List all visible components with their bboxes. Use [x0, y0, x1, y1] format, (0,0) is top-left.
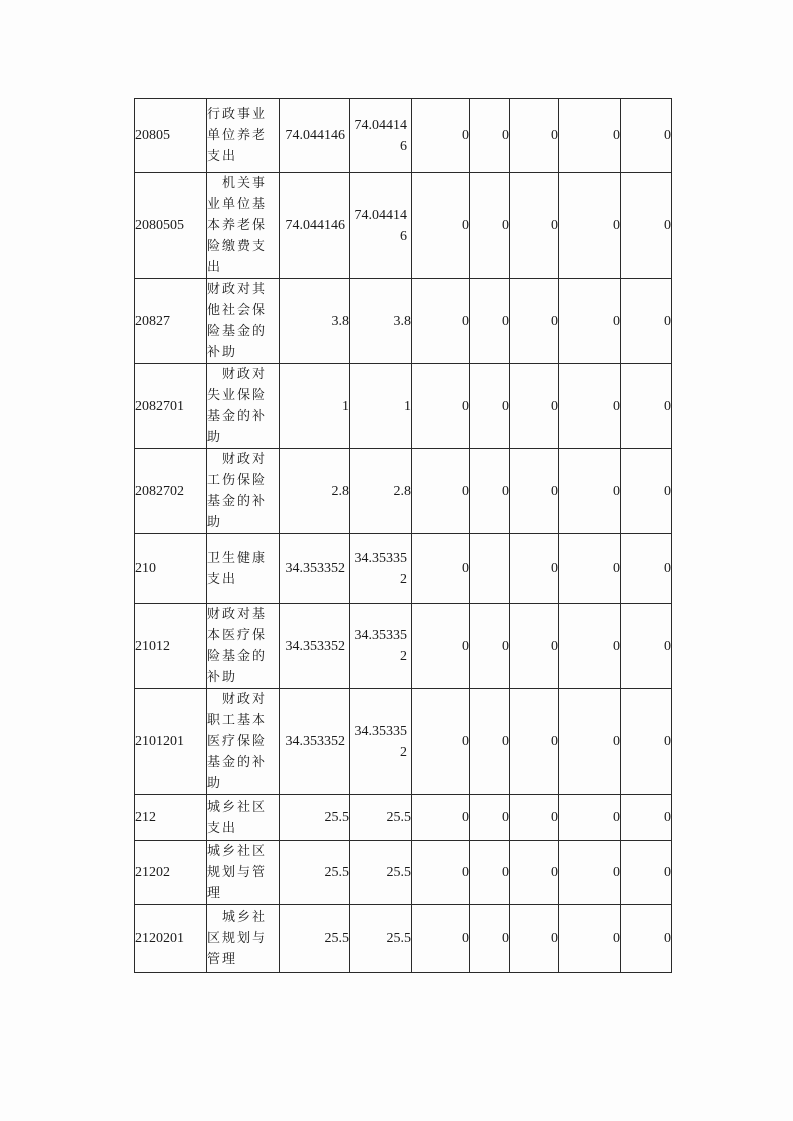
row-value: 0: [621, 795, 672, 841]
row-code: 2120201: [135, 905, 207, 973]
table-row: [135, 99, 672, 173]
row-value: 0: [621, 173, 672, 279]
row-value: 0: [621, 905, 672, 973]
row-code: 2082701: [135, 364, 207, 449]
row-value: 0: [412, 449, 470, 534]
row-value: 25.5: [280, 905, 350, 973]
row-value: 0: [559, 534, 621, 604]
row-value: 0: [412, 689, 470, 795]
row-value: 0: [510, 534, 559, 604]
row-value: 0: [470, 364, 510, 449]
row-value: 34.353352: [280, 689, 350, 795]
row-value: 0: [510, 689, 559, 795]
row-value: 0: [412, 905, 470, 973]
row-value: 74.044146: [280, 173, 350, 279]
row-value: 34.353352: [280, 534, 350, 604]
row-name: 财政对职工基本医疗保险基金的补助: [207, 689, 280, 795]
row-value: 0: [559, 99, 621, 173]
row-value: 0: [510, 99, 559, 173]
table-row: [135, 905, 672, 973]
row-name: 财政对其他社会保险基金的补助: [207, 279, 280, 364]
row-name: 行政事业单位养老支出: [207, 99, 280, 173]
row-code: 212: [135, 795, 207, 841]
row-value: 1: [280, 364, 350, 449]
row-name: 城乡社区规划与管理: [207, 841, 280, 905]
row-value: 0: [510, 173, 559, 279]
row-value: 0: [470, 905, 510, 973]
row-value: 0: [412, 364, 470, 449]
row-value: 25.5: [350, 905, 412, 973]
row-value: 0: [470, 841, 510, 905]
row-value: 0: [412, 99, 470, 173]
row-value: 0: [559, 795, 621, 841]
row-name: 财政对基本医疗保险基金的补助: [207, 604, 280, 689]
row-code: 21012: [135, 604, 207, 689]
row-value: 0: [470, 279, 510, 364]
row-code: 2082702: [135, 449, 207, 534]
row-value: 0: [621, 279, 672, 364]
row-value: 0: [559, 173, 621, 279]
row-value: 1: [350, 364, 412, 449]
row-name: 财政对失业保险基金的补助: [207, 364, 280, 449]
row-value: 3.8: [280, 279, 350, 364]
row-value: 0: [510, 795, 559, 841]
table-row: [135, 795, 672, 841]
row-value: 0: [559, 364, 621, 449]
row-value: 0: [559, 689, 621, 795]
row-value: 0: [412, 841, 470, 905]
row-value: 0: [621, 99, 672, 173]
row-value: 25.5: [350, 795, 412, 841]
row-value: 0: [559, 905, 621, 973]
row-value: 0: [621, 534, 672, 604]
row-value: 74.044146: [280, 99, 350, 173]
row-value: 0: [470, 449, 510, 534]
row-code: 20827: [135, 279, 207, 364]
row-value: 74.044146: [350, 99, 412, 173]
row-value: 34.353352: [350, 534, 412, 604]
row-value: 25.5: [280, 795, 350, 841]
row-value: 25.5: [280, 841, 350, 905]
row-name: 机关事业单位基本养老保险缴费支出: [207, 173, 280, 279]
row-value: 0: [412, 173, 470, 279]
row-value: 0: [470, 795, 510, 841]
row-value: 0: [621, 364, 672, 449]
table-row: [135, 449, 672, 534]
row-value: 0: [510, 841, 559, 905]
row-value: 0: [510, 279, 559, 364]
row-name: 城乡社区支出: [207, 795, 280, 841]
row-value: 0: [559, 449, 621, 534]
row-value: 0: [621, 449, 672, 534]
row-name: 城乡社区规划与管理: [207, 905, 280, 973]
row-value: 0: [470, 99, 510, 173]
table-row: [135, 279, 672, 364]
row-code: 2101201: [135, 689, 207, 795]
row-value: 0: [559, 841, 621, 905]
row-code: 21202: [135, 841, 207, 905]
row-value: 2.8: [350, 449, 412, 534]
row-value: 0: [412, 279, 470, 364]
row-value: 0: [470, 173, 510, 279]
row-name: 财政对工伤保险基金的补助: [207, 449, 280, 534]
row-value: 0: [621, 604, 672, 689]
table-row: [135, 841, 672, 905]
row-value: 3.8: [350, 279, 412, 364]
table-row: [135, 604, 672, 689]
row-value: 0: [412, 534, 470, 604]
table-row: [135, 364, 672, 449]
row-value: [470, 534, 510, 604]
table-row: [135, 173, 672, 279]
row-value: 34.353352: [350, 689, 412, 795]
row-value: 34.353352: [280, 604, 350, 689]
row-value: 25.5: [350, 841, 412, 905]
row-value: 0: [510, 604, 559, 689]
row-value: 0: [510, 364, 559, 449]
row-value: 0: [510, 905, 559, 973]
row-value: 0: [470, 689, 510, 795]
row-value: 0: [470, 604, 510, 689]
row-value: 0: [559, 604, 621, 689]
row-value: 2.8: [280, 449, 350, 534]
row-value: 0: [621, 841, 672, 905]
row-code: 2080505: [135, 173, 207, 279]
row-value: 74.044146: [350, 173, 412, 279]
row-value: 0: [559, 279, 621, 364]
table-row: [135, 534, 672, 604]
row-value: 0: [510, 449, 559, 534]
table-row: [135, 689, 672, 795]
row-name: 卫生健康支出: [207, 534, 280, 604]
row-value: 0: [412, 795, 470, 841]
row-code: 210: [135, 534, 207, 604]
row-code: 20805: [135, 99, 207, 173]
budget-table: [134, 98, 672, 973]
row-value: 0: [412, 604, 470, 689]
row-value: 0: [621, 689, 672, 795]
row-value: 34.353352: [350, 604, 412, 689]
